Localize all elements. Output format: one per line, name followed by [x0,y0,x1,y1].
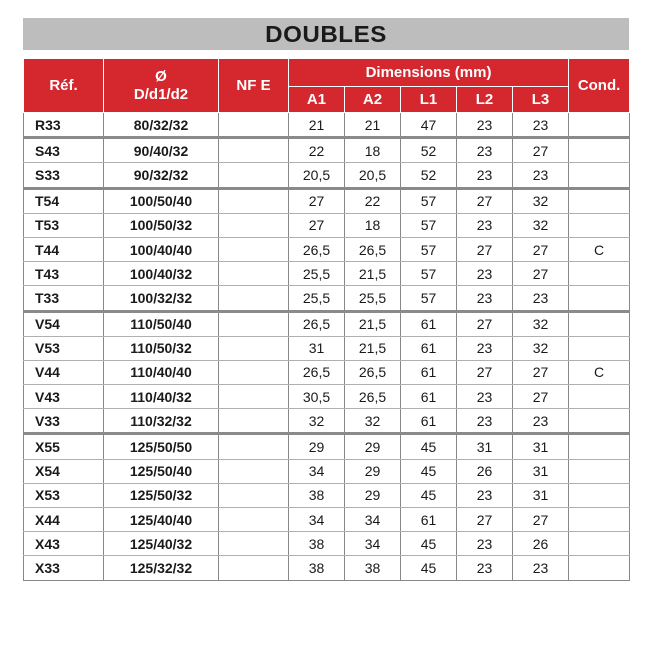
cell-cond: C [569,237,630,261]
cell-d: 125/50/32 [104,483,219,507]
cell-d: 100/40/40 [104,237,219,261]
cell-l1: 61 [401,385,457,409]
cell-a2: 34 [345,532,401,556]
cell-l1: 45 [401,532,457,556]
cell-a1: 31 [289,336,345,360]
cell-nfe [219,360,289,384]
cell-ref: V33 [24,409,104,434]
cell-l3: 32 [513,311,569,336]
cell-d: 110/50/32 [104,336,219,360]
cell-cond [569,532,630,556]
dimensions-table [23,58,630,581]
table-row [24,262,630,286]
cell-nfe [219,409,289,434]
cell-l3: 23 [513,409,569,434]
dimensions-table-wrap [23,58,629,581]
cell-ref: X54 [24,459,104,483]
cell-nfe [219,262,289,286]
cell-a1: 25,5 [289,286,345,311]
cell-l3: 27 [513,508,569,532]
cell-cond [569,483,630,507]
cell-l3: 32 [513,188,569,213]
header-cond: Cond. [569,59,630,113]
cell-cond [569,262,630,286]
cell-l2: 27 [457,508,513,532]
cell-cond [569,556,630,580]
cell-nfe [219,286,289,311]
cell-l2: 27 [457,237,513,261]
table-row [24,237,630,261]
cell-a1: 25,5 [289,262,345,286]
cell-l2: 23 [457,138,513,163]
cell-ref: S43 [24,138,104,163]
title-bar [23,18,629,50]
cell-l2: 23 [457,262,513,286]
cell-a2: 21,5 [345,311,401,336]
cell-nfe [219,138,289,163]
table-row [24,483,630,507]
cell-l1: 61 [401,336,457,360]
cell-nfe [219,113,289,138]
header-l1: L1 [401,87,457,113]
cell-l1: 52 [401,163,457,188]
cell-l1: 45 [401,556,457,580]
table-row [24,163,630,188]
cell-a2: 22 [345,188,401,213]
cell-nfe [219,483,289,507]
cell-ref: X43 [24,532,104,556]
cell-l1: 52 [401,138,457,163]
cell-l2: 23 [457,532,513,556]
page-title: DOUBLES [265,20,387,47]
header-nfe: NF E [219,59,289,113]
cell-l1: 57 [401,286,457,311]
cell-l2: 23 [457,336,513,360]
cell-l1: 45 [401,459,457,483]
cell-l1: 57 [401,213,457,237]
cell-l2: 23 [457,286,513,311]
cell-a2: 21,5 [345,336,401,360]
cell-l2: 23 [457,409,513,434]
cell-a1: 32 [289,409,345,434]
cell-a2: 26,5 [345,237,401,261]
cell-d: 110/50/40 [104,311,219,336]
cell-ref: R33 [24,113,104,138]
cell-nfe [219,163,289,188]
cell-d: 110/40/40 [104,360,219,384]
cell-l1: 61 [401,508,457,532]
cell-l3: 26 [513,532,569,556]
table-row [24,360,630,384]
cell-nfe [219,237,289,261]
table-row [24,138,630,163]
cell-ref: T54 [24,188,104,213]
table-body [24,113,630,581]
cell-d: 100/50/32 [104,213,219,237]
cell-cond [569,138,630,163]
header-a2: A2 [345,87,401,113]
cell-a2: 20,5 [345,163,401,188]
cell-a1: 27 [289,213,345,237]
cell-d: 125/40/32 [104,532,219,556]
cell-a2: 29 [345,459,401,483]
cell-ref: V53 [24,336,104,360]
cell-d: 125/40/40 [104,508,219,532]
table-row [24,556,630,580]
cell-ref: X53 [24,483,104,507]
cell-nfe [219,556,289,580]
diameter-label: D/d1/d2 [133,85,189,103]
cell-cond [569,385,630,409]
cell-a2: 34 [345,508,401,532]
table-row [24,188,630,213]
cell-a2: 26,5 [345,385,401,409]
cell-d: 100/50/40 [104,188,219,213]
cell-cond [569,434,630,459]
cell-l2: 23 [457,213,513,237]
cell-a1: 38 [289,556,345,580]
cell-cond [569,336,630,360]
cell-d: 110/40/32 [104,385,219,409]
cell-cond [569,113,630,138]
cell-a1: 34 [289,508,345,532]
cell-d: 125/50/50 [104,434,219,459]
cell-l3: 31 [513,434,569,459]
cell-d: 110/32/32 [104,409,219,434]
cell-d: 90/40/32 [104,138,219,163]
cell-a1: 26,5 [289,360,345,384]
cell-d: 125/32/32 [104,556,219,580]
cell-d: 90/32/32 [104,163,219,188]
header-dimensions: Dimensions (mm) [289,59,569,87]
cell-d: 80/32/32 [104,113,219,138]
cell-cond [569,163,630,188]
cell-a2: 29 [345,434,401,459]
cell-d: 100/32/32 [104,286,219,311]
cell-l3: 27 [513,237,569,261]
cell-a1: 27 [289,188,345,213]
cell-l3: 31 [513,459,569,483]
header-l2: L2 [457,87,513,113]
cell-a2: 32 [345,409,401,434]
cell-l2: 23 [457,483,513,507]
cell-a1: 30,5 [289,385,345,409]
cell-l3: 23 [513,556,569,580]
cell-l1: 57 [401,237,457,261]
cell-l2: 23 [457,385,513,409]
cell-cond [569,311,630,336]
cell-cond: C [569,360,630,384]
cell-cond [569,286,630,311]
cell-nfe [219,188,289,213]
table-row [24,459,630,483]
table-row [24,409,630,434]
table-row [24,508,630,532]
cell-l1: 57 [401,188,457,213]
cell-ref: X55 [24,434,104,459]
cell-l2: 23 [457,163,513,188]
cell-ref: S33 [24,163,104,188]
table-row [24,336,630,360]
cell-l2: 27 [457,188,513,213]
cell-nfe [219,508,289,532]
cell-d: 125/50/40 [104,459,219,483]
cell-d: 100/40/32 [104,262,219,286]
cell-nfe [219,385,289,409]
cell-a1: 21 [289,113,345,138]
cell-a2: 18 [345,213,401,237]
cell-cond [569,459,630,483]
cell-l1: 61 [401,311,457,336]
cell-l2: 23 [457,113,513,138]
cell-cond [569,188,630,213]
cell-l1: 61 [401,409,457,434]
cell-a1: 29 [289,434,345,459]
table-row [24,213,630,237]
cell-cond [569,213,630,237]
cell-nfe [219,311,289,336]
cell-a1: 26,5 [289,311,345,336]
cell-ref: T53 [24,213,104,237]
cell-l3: 27 [513,138,569,163]
cell-ref: V54 [24,311,104,336]
cell-a1: 38 [289,483,345,507]
cell-l2: 31 [457,434,513,459]
cell-a1: 34 [289,459,345,483]
cell-l1: 61 [401,360,457,384]
cell-cond [569,508,630,532]
cell-l2: 27 [457,311,513,336]
cell-l3: 23 [513,113,569,138]
cell-a2: 38 [345,556,401,580]
cell-l3: 31 [513,483,569,507]
cell-l1: 47 [401,113,457,138]
cell-ref: T33 [24,286,104,311]
cell-nfe [219,336,289,360]
cell-l3: 32 [513,336,569,360]
cell-ref: V43 [24,385,104,409]
cell-ref: V44 [24,360,104,384]
cell-a2: 26,5 [345,360,401,384]
table-row [24,311,630,336]
cell-l3: 23 [513,163,569,188]
cell-l2: 23 [457,556,513,580]
cell-l2: 27 [457,360,513,384]
cell-l3: 27 [513,385,569,409]
cell-l3: 23 [513,286,569,311]
cell-l2: 26 [457,459,513,483]
cell-l1: 45 [401,483,457,507]
cell-nfe [219,459,289,483]
table-header [24,59,630,113]
header-a1: A1 [289,87,345,113]
table-row [24,385,630,409]
table-row [24,286,630,311]
diameter-symbol: Ø [155,67,167,85]
cell-l3: 27 [513,360,569,384]
cell-a2: 21,5 [345,262,401,286]
cell-a1: 38 [289,532,345,556]
cell-a2: 18 [345,138,401,163]
cell-a1: 26,5 [289,237,345,261]
cell-ref: X33 [24,556,104,580]
cell-a1: 20,5 [289,163,345,188]
cell-l1: 45 [401,434,457,459]
cell-a2: 25,5 [345,286,401,311]
cell-l1: 57 [401,262,457,286]
cell-nfe [219,434,289,459]
cell-cond [569,409,630,434]
cell-ref: T44 [24,237,104,261]
table-row [24,113,630,138]
cell-nfe [219,532,289,556]
cell-a2: 29 [345,483,401,507]
header-ref: Réf. [24,59,104,113]
cell-l3: 32 [513,213,569,237]
cell-a2: 21 [345,113,401,138]
header-diameter [104,59,219,113]
table-row [24,532,630,556]
header-l3: L3 [513,87,569,113]
cell-a1: 22 [289,138,345,163]
cell-ref: X44 [24,508,104,532]
cell-ref: T43 [24,262,104,286]
table-row [24,434,630,459]
cell-nfe [219,213,289,237]
cell-l3: 27 [513,262,569,286]
